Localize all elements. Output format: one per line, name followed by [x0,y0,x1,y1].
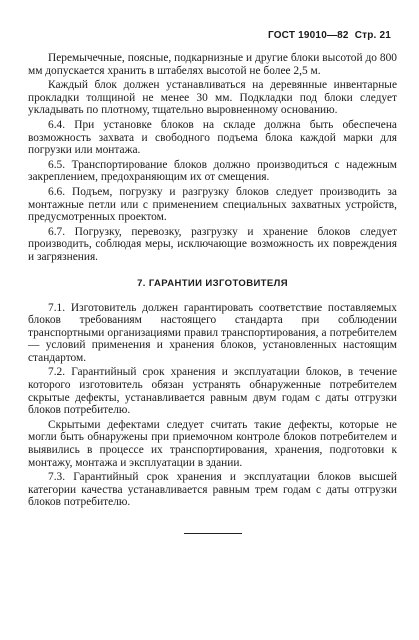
paragraph-6-7: 6.7. Погрузку, перевозку, разгрузку и хранение блоков следует производить, соблюдая меры, исключающие возможность их повреждения и загрязнения. [28,225,397,263]
section-title-guarantees: 7. ГАРАНТИИ ИЗГОТОВИТЕЛЯ [137,277,288,289]
standard-number: ГОСТ 19010—82 [267,30,349,41]
paragraph-7-2: 7.2. Гарантийный срок хранения и эксплуатации блоков, в течение которого изготовитель обязан устранять обнаруженные потребителем скрытые дефекты, устанавливается равным двум годам с даты отгрузки блоков потребителю. [28,366,397,417]
paragraph-6-6: 6.6. Подъем, погрузку и разгрузку блоков следует производить за монтажные петли или с применением специальных захватных устройств, предусмотренных проектом. [28,185,397,224]
page-number: Стр. 21 [354,30,391,41]
paragraph-7-3: 7.3. Гарантийный срок хранения и эксплуатации блоков высшей категории качества устанавливается равным трем годам с даты отгрузки блоков потребителю. [28,471,397,509]
paragraph-lintel-blocks: Перемычечные, поясные, подкарнизные и другие блоки высотой до 800 мм допускается хранить в штабелях высотой не более 2,5 м. [28,52,397,77]
end-divider [184,533,242,534]
paragraph-hidden-defects: Скрытыми дефектами следует считать такие дефекты, которые не могли быть обнаружены при приемочном контроле блоков потребителем и выявились в процессе их транспортирования, хранения, подготовки к монтажу, монтажа и эксплуатации в здании. [28,418,397,469]
paragraph-6-4: 6.4. При установке блоков на складе должна быть обеспечена возможность захвата и свободного подъема блока каждой марки для погрузки или монтажа. [28,118,397,157]
paragraph-7-1: 7.1. Изготовитель должен гарантировать соответствие поставляемых блоков требованиям настоящего стандарта при соблюдении транспортными организациями правил транспортирования, а потребителем — условий применения и хранения блоков, установленных настоящим стандартом. [28,301,397,364]
document-body [28,52,397,534]
page-header [268,30,391,41]
paragraph-6-5: 6.5. Транспортирование блоков должно производиться с надежным закреплением, предохраняющим их от смещения. [28,158,397,184]
paragraph-wooden-pads: Каждый блок должен устанавливаться на деревянные инвентарные прокладки толщиной не менее 30 мм. Подкладки под блоки следует укладывать по плотному, тщательно выровненному основанию. [28,79,397,117]
